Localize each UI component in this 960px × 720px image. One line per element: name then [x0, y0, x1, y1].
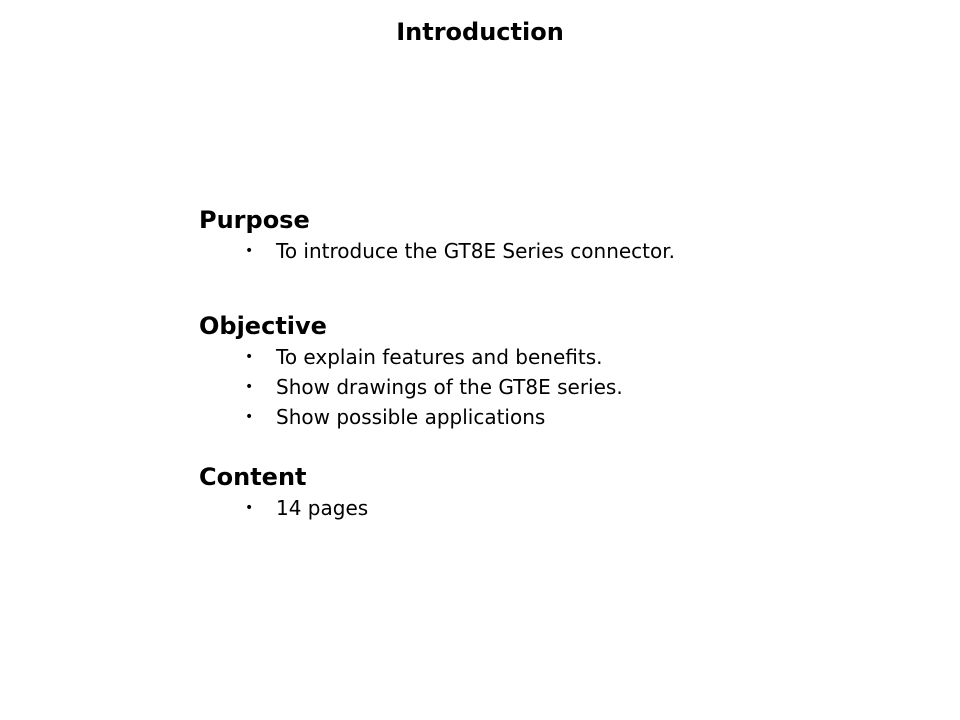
content-bullet-list — [199, 493, 899, 523]
bullet-icon: • — [245, 379, 254, 395]
section-objective — [199, 310, 899, 432]
bullet-icon: • — [245, 409, 254, 425]
objective-bullet-list — [199, 342, 899, 432]
bullet-text: To introduce the GT8E Series connector. — [276, 239, 676, 263]
bullet-text: To explain features and benefits. — [276, 345, 603, 369]
section-purpose — [199, 204, 899, 266]
bullet-icon: • — [245, 243, 254, 259]
purpose-bullet-list — [199, 236, 899, 266]
section-content — [199, 461, 899, 523]
section-heading-objective: Objective — [199, 312, 327, 340]
bullet-icon: • — [245, 500, 254, 516]
bullet-item — [245, 402, 899, 432]
bullet-item — [245, 236, 899, 266]
bullet-item — [245, 342, 899, 372]
slide-title: Introduction — [396, 18, 564, 46]
bullet-text: 14 pages — [276, 496, 369, 520]
bullet-item — [245, 372, 899, 402]
bullet-icon: • — [245, 349, 254, 365]
bullet-text: Show drawings of the GT8E series. — [276, 375, 623, 399]
slide-content — [199, 204, 899, 523]
bullet-text: Show possible applications — [276, 405, 546, 429]
section-heading-purpose: Purpose — [199, 206, 310, 234]
section-heading-content: Content — [199, 463, 307, 491]
bullet-item — [245, 493, 899, 523]
